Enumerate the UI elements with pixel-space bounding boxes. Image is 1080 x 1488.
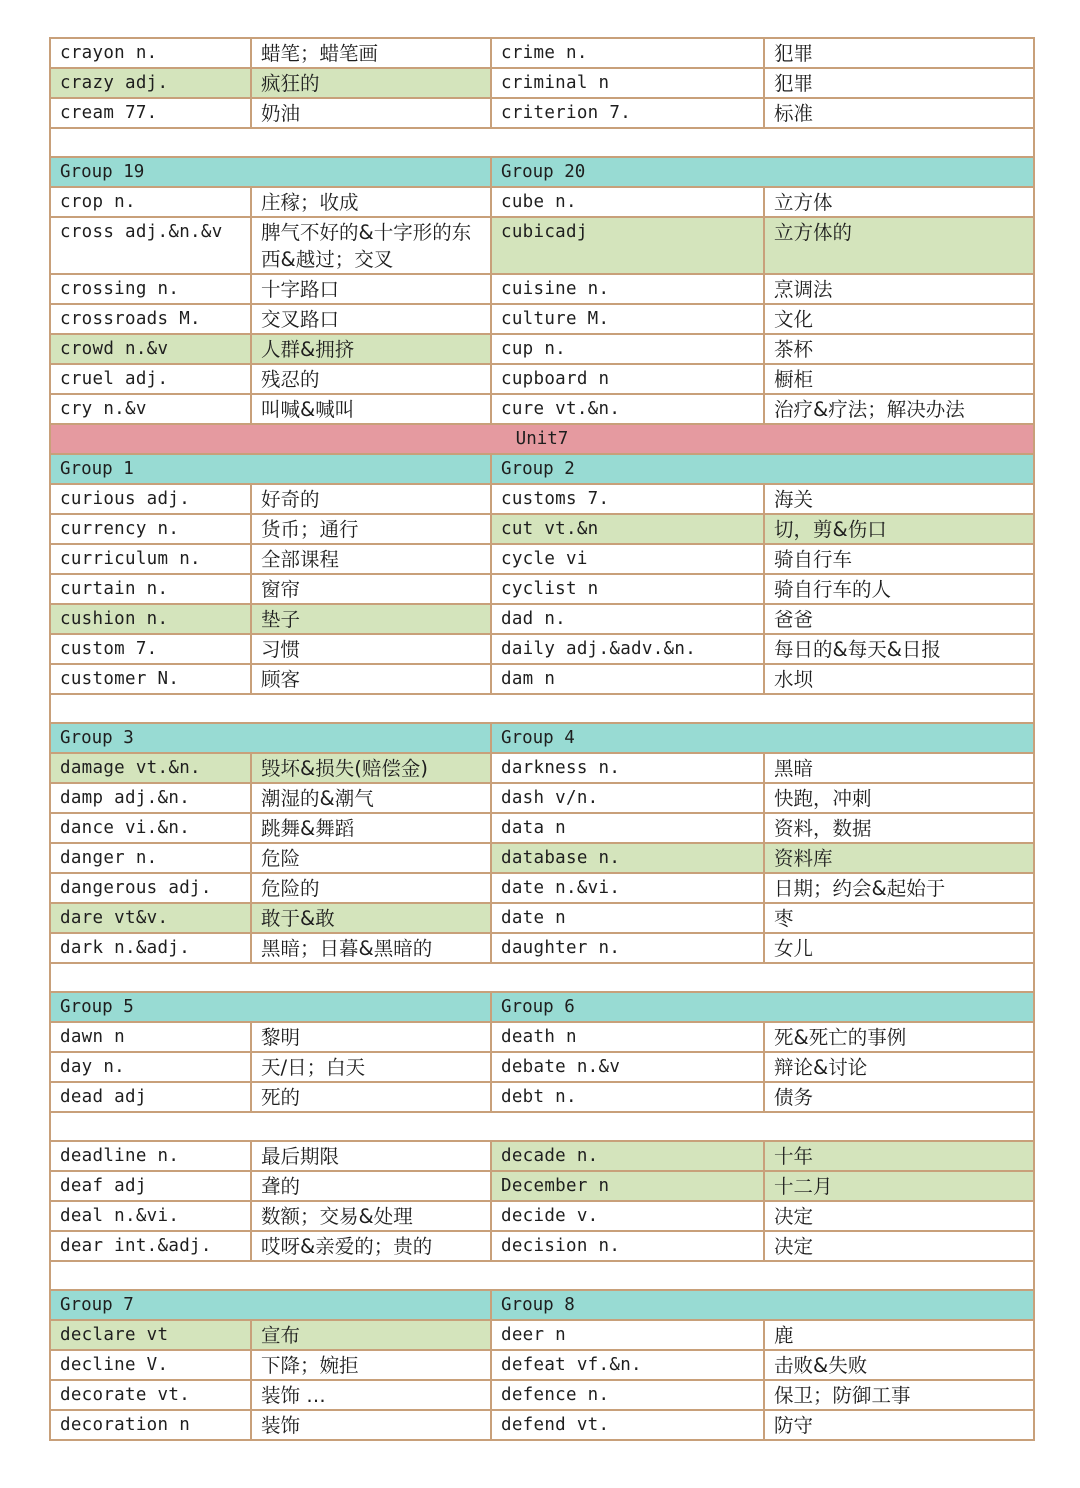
vocab-row — [50, 664, 1034, 694]
right-meaning: 茶杯 — [764, 334, 1034, 364]
right-word: date n.&vi. — [491, 873, 764, 903]
left-word: crayon n. — [50, 38, 251, 68]
left-meaning: 危险的 — [251, 873, 491, 903]
vocab-row — [50, 38, 1034, 68]
left-meaning: 蜡笔；蜡笔画 — [251, 38, 491, 68]
vocab-row — [50, 1201, 1034, 1231]
right-word: December n — [491, 1171, 764, 1201]
left-meaning: 人群&拥挤 — [251, 334, 491, 364]
left-word: customer N. — [50, 664, 251, 694]
unit-header-row — [50, 424, 1034, 454]
left-word: deal n.&vi. — [50, 1201, 251, 1231]
right-word: cup n. — [491, 334, 764, 364]
left-meaning: 残忍的 — [251, 364, 491, 394]
left-word: curious adj. — [50, 484, 251, 514]
right-meaning: 标准 — [764, 98, 1034, 128]
right-meaning: 债务 — [764, 1082, 1034, 1112]
right-meaning: 切，剪&伤口 — [764, 514, 1034, 544]
right-word: database n. — [491, 843, 764, 873]
group-title-left: Group 3 — [50, 723, 491, 753]
left-meaning: 习惯 — [251, 634, 491, 664]
right-word: darkness n. — [491, 753, 764, 783]
right-meaning: 立方体 — [764, 187, 1034, 217]
vocab-row — [50, 574, 1034, 604]
right-meaning: 每日的&每天&日报 — [764, 634, 1034, 664]
left-meaning: 十字路口 — [251, 274, 491, 304]
left-meaning: 好奇的 — [251, 484, 491, 514]
vocab-row — [50, 1052, 1034, 1082]
right-meaning: 十二月 — [764, 1171, 1034, 1201]
left-meaning: 哎呀&亲爱的；贵的 — [251, 1231, 491, 1261]
vocab-row — [50, 843, 1034, 873]
vocab-row — [50, 813, 1034, 843]
group-title-left: Group 7 — [50, 1290, 491, 1320]
left-meaning: 聋的 — [251, 1171, 491, 1201]
left-word: damage vt.&n. — [50, 753, 251, 783]
spacer-row — [50, 1261, 1034, 1290]
spacer-cell — [50, 963, 1034, 992]
right-word: cube n. — [491, 187, 764, 217]
spacer-row — [50, 1112, 1034, 1141]
left-meaning: 全部课程 — [251, 544, 491, 574]
left-meaning: 黑暗；日暮&黑暗的 — [251, 933, 491, 963]
left-word: dear int.&adj. — [50, 1231, 251, 1261]
vocab-row — [50, 334, 1034, 364]
left-word: cushion n. — [50, 604, 251, 634]
vocab-row — [50, 1171, 1034, 1201]
right-meaning: 海关 — [764, 484, 1034, 514]
group-title-right: Group 8 — [491, 1290, 1034, 1320]
group-header-row — [50, 1290, 1034, 1320]
left-meaning: 下降；婉拒 — [251, 1350, 491, 1380]
right-word: deer n — [491, 1320, 764, 1350]
unit-title: Unit7 — [50, 424, 1034, 454]
left-meaning: 宣布 — [251, 1320, 491, 1350]
left-word: danger n. — [50, 843, 251, 873]
left-word: damp adj.&n. — [50, 783, 251, 813]
right-meaning: 辩论&讨论 — [764, 1052, 1034, 1082]
vocab-row — [50, 1380, 1034, 1410]
group-header-row — [50, 992, 1034, 1022]
right-meaning: 日期；约会&起始于 — [764, 873, 1034, 903]
vocab-row — [50, 1320, 1034, 1350]
left-word: decoration n — [50, 1410, 251, 1440]
left-meaning: 黎明 — [251, 1022, 491, 1052]
right-word: defend vt. — [491, 1410, 764, 1440]
vocabulary-table — [49, 37, 1035, 1441]
left-meaning: 疯狂的 — [251, 68, 491, 98]
group-title-left: Group 19 — [50, 157, 491, 187]
vocab-row — [50, 1082, 1034, 1112]
vocab-row — [50, 274, 1034, 304]
right-word: decide v. — [491, 1201, 764, 1231]
right-meaning: 枣 — [764, 903, 1034, 933]
left-meaning: 毁坏&损失(赔偿金) — [251, 753, 491, 783]
left-meaning: 数额；交易&处理 — [251, 1201, 491, 1231]
right-word: death n — [491, 1022, 764, 1052]
right-meaning: 犯罪 — [764, 68, 1034, 98]
group-title-right: Group 2 — [491, 454, 1034, 484]
spacer-row — [50, 963, 1034, 992]
left-word: custom 7. — [50, 634, 251, 664]
right-meaning: 黑暗 — [764, 753, 1034, 783]
vocab-row — [50, 873, 1034, 903]
left-meaning: 奶油 — [251, 98, 491, 128]
right-word: daily adj.&adv.&n. — [491, 634, 764, 664]
right-word: debt n. — [491, 1082, 764, 1112]
right-word: criterion 7. — [491, 98, 764, 128]
left-meaning: 窗帘 — [251, 574, 491, 604]
right-meaning: 爸爸 — [764, 604, 1034, 634]
right-meaning: 犯罪 — [764, 38, 1034, 68]
group-title-right: Group 6 — [491, 992, 1034, 1022]
vocab-row — [50, 1231, 1034, 1261]
group-header-row — [50, 454, 1034, 484]
right-meaning: 防守 — [764, 1410, 1034, 1440]
right-word: debate n.&v — [491, 1052, 764, 1082]
left-meaning: 天/日；白天 — [251, 1052, 491, 1082]
left-word: crop n. — [50, 187, 251, 217]
left-meaning: 装饰 — [251, 1410, 491, 1440]
right-meaning: 橱柜 — [764, 364, 1034, 394]
spacer-cell — [50, 1112, 1034, 1141]
right-word: cycle vi — [491, 544, 764, 574]
spacer-cell — [50, 694, 1034, 723]
vocab-row — [50, 753, 1034, 783]
right-meaning: 决定 — [764, 1231, 1034, 1261]
right-word: cubicadj — [491, 217, 764, 274]
group-title-right: Group 4 — [491, 723, 1034, 753]
left-word: cross adj.&n.&v — [50, 217, 251, 274]
right-word: customs 7. — [491, 484, 764, 514]
spacer-row — [50, 128, 1034, 157]
right-word: daughter n. — [491, 933, 764, 963]
group-header-row — [50, 157, 1034, 187]
left-meaning: 垫子 — [251, 604, 491, 634]
right-meaning: 立方体的 — [764, 217, 1034, 274]
right-meaning: 十年 — [764, 1141, 1034, 1171]
left-meaning: 敢于&敢 — [251, 903, 491, 933]
right-meaning: 资料库 — [764, 843, 1034, 873]
left-meaning: 死的 — [251, 1082, 491, 1112]
left-meaning: 装饰 … — [251, 1380, 491, 1410]
right-word: crime n. — [491, 38, 764, 68]
left-word: deaf adj — [50, 1171, 251, 1201]
left-word: declare vt — [50, 1320, 251, 1350]
vocab-row — [50, 783, 1034, 813]
left-word: dangerous adj. — [50, 873, 251, 903]
left-word: decorate vt. — [50, 1380, 251, 1410]
left-word: decline V. — [50, 1350, 251, 1380]
vocab-row — [50, 98, 1034, 128]
left-meaning: 跳舞&舞蹈 — [251, 813, 491, 843]
left-word: currency n. — [50, 514, 251, 544]
left-word: dawn n — [50, 1022, 251, 1052]
right-meaning: 文化 — [764, 304, 1034, 334]
right-word: decade n. — [491, 1141, 764, 1171]
left-word: cream 77. — [50, 98, 251, 128]
right-meaning: 治疗&疗法；解决办法 — [764, 394, 1034, 424]
left-word: dare vt&v. — [50, 903, 251, 933]
right-word: cuisine n. — [491, 274, 764, 304]
left-meaning: 危险 — [251, 843, 491, 873]
vocab-row — [50, 903, 1034, 933]
spacer-cell — [50, 128, 1034, 157]
right-word: data n — [491, 813, 764, 843]
right-meaning: 烹调法 — [764, 274, 1034, 304]
left-meaning: 交叉路口 — [251, 304, 491, 334]
vocab-row — [50, 1410, 1034, 1440]
left-word: curtain n. — [50, 574, 251, 604]
right-meaning: 骑自行车 — [764, 544, 1034, 574]
right-meaning: 鹿 — [764, 1320, 1034, 1350]
left-word: dead adj — [50, 1082, 251, 1112]
group-title-left: Group 1 — [50, 454, 491, 484]
vocab-row — [50, 544, 1034, 574]
left-word: crossroads M. — [50, 304, 251, 334]
left-meaning: 庄稼；收成 — [251, 187, 491, 217]
vocab-row — [50, 1141, 1034, 1171]
right-word: cupboard n — [491, 364, 764, 394]
vocab-row — [50, 1022, 1034, 1052]
right-word: cyclist n — [491, 574, 764, 604]
left-meaning: 货币；通行 — [251, 514, 491, 544]
left-word: cruel adj. — [50, 364, 251, 394]
right-meaning: 决定 — [764, 1201, 1034, 1231]
right-word: defence n. — [491, 1380, 764, 1410]
right-word: dam n — [491, 664, 764, 694]
right-meaning: 死&死亡的事例 — [764, 1022, 1034, 1052]
vocab-row — [50, 634, 1034, 664]
vocab-row — [50, 187, 1034, 217]
left-meaning: 顾客 — [251, 664, 491, 694]
vocab-row — [50, 514, 1034, 544]
left-meaning: 叫喊&喊叫 — [251, 394, 491, 424]
group-title-right: Group 20 — [491, 157, 1034, 187]
left-word: dark n.&adj. — [50, 933, 251, 963]
right-meaning: 水坝 — [764, 664, 1034, 694]
left-word: day n. — [50, 1052, 251, 1082]
left-meaning: 潮湿的&潮气 — [251, 783, 491, 813]
group-title-left: Group 5 — [50, 992, 491, 1022]
left-word: crazy adj. — [50, 68, 251, 98]
left-meaning: 最后期限 — [251, 1141, 491, 1171]
right-word: cut vt.&n — [491, 514, 764, 544]
left-word: curriculum n. — [50, 544, 251, 574]
right-word: defeat vf.&n. — [491, 1350, 764, 1380]
right-word: criminal n — [491, 68, 764, 98]
left-word: crowd n.&v — [50, 334, 251, 364]
group-header-row — [50, 723, 1034, 753]
right-word: dash v/n. — [491, 783, 764, 813]
left-word: cry n.&v — [50, 394, 251, 424]
vocab-row — [50, 217, 1034, 274]
vocab-row — [50, 604, 1034, 634]
right-word: dad n. — [491, 604, 764, 634]
right-meaning: 击败&失败 — [764, 1350, 1034, 1380]
vocab-row — [50, 364, 1034, 394]
right-meaning: 保卫；防御工事 — [764, 1380, 1034, 1410]
right-meaning: 骑自行车的人 — [764, 574, 1034, 604]
spacer-cell — [50, 1261, 1034, 1290]
vocab-row — [50, 394, 1034, 424]
vocab-row — [50, 68, 1034, 98]
right-word: decision n. — [491, 1231, 764, 1261]
right-meaning: 快跑，冲刺 — [764, 783, 1034, 813]
left-word: deadline n. — [50, 1141, 251, 1171]
left-word: crossing n. — [50, 274, 251, 304]
left-meaning: 脾气不好的&十字形的东西&越过；交叉 — [251, 217, 491, 274]
vocabulary-table-body — [50, 38, 1034, 1440]
right-meaning: 女儿 — [764, 933, 1034, 963]
vocab-row — [50, 304, 1034, 334]
right-meaning: 资料，数据 — [764, 813, 1034, 843]
spacer-row — [50, 694, 1034, 723]
vocab-row — [50, 1350, 1034, 1380]
right-word: date n — [491, 903, 764, 933]
vocab-row — [50, 484, 1034, 514]
right-word: cure vt.&n. — [491, 394, 764, 424]
right-word: culture M. — [491, 304, 764, 334]
vocab-row — [50, 933, 1034, 963]
left-word: dance vi.&n. — [50, 813, 251, 843]
